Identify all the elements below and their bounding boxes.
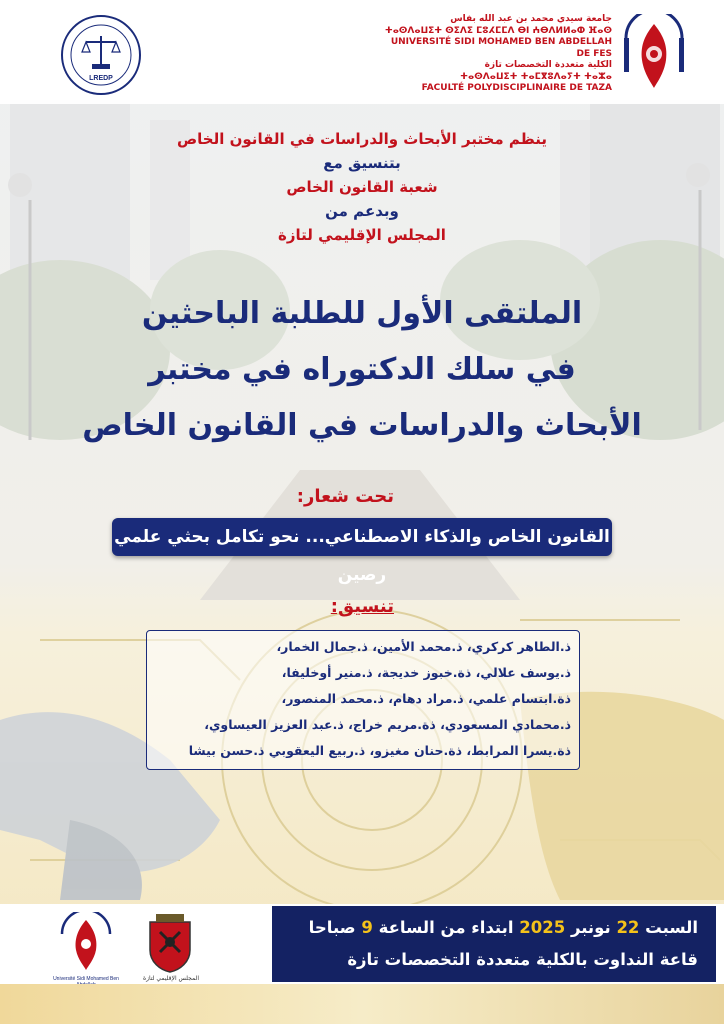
slogan-banner: القانون الخاص والذكاء الاصطناعي... نحو تكامل بحثي علمي رصين	[112, 518, 612, 556]
event-title-line1: الملتقى الأول للطلبة الباحثين	[141, 296, 583, 331]
faculty-name-tifinagh: ⵜⴰⵙⴷⴰⵡⵉⵜ ⵜⴰⵎⴳⵓⴷⴰⵢⵜ ⵜⴰⵣⴰ	[460, 71, 612, 82]
event-day: السبت	[645, 918, 698, 937]
coordination-with: بتنسيق مع	[323, 154, 401, 172]
coordination-label: تنسيق:	[330, 596, 394, 617]
department-name: شعبة القانون الخاص	[286, 178, 438, 196]
faculty-name-ar: الكلية متعددة التخصصات تازة	[484, 60, 612, 70]
supported-by: وبدعم من	[325, 202, 399, 220]
university-name-ar: جامعة سيدي محمد بن عبد الله بفاس	[450, 14, 612, 24]
university-name-fr: UNIVERSITÉ SIDI MOHAMED BEN ABDELLAH DE FES	[390, 37, 612, 59]
university-logo-icon	[618, 14, 690, 94]
provincial-council-caption: المجلس الإقليمي لتازة	[142, 975, 200, 982]
footer-university-caption: Université Sidi Mohamed Ben	[53, 976, 119, 982]
bottom-decor-strip	[0, 984, 724, 1024]
event-datetime	[309, 918, 698, 937]
event-year: 2025	[519, 918, 566, 937]
event-title-line3: الأبحاث والدراسات في القانون الخاص	[82, 408, 642, 443]
provincial-council-emblem-icon	[146, 912, 194, 974]
coordinator-line: ذ.يوسف علالي، ذة.خبوز خديجة، ذ.منير أوخليفا،	[281, 665, 571, 680]
organizers-block	[0, 130, 724, 250]
university-name-tifinagh: ⵜⴰⵙⴷⴰⵡⵉⵜ ⵙⵉⴷⵉ ⵎⵓⵃⵎⵎⴷ ⴱⵏ ⵄⴱⴷⵍⵍⴰⵀ ⴼⴰⵙ	[384, 25, 612, 36]
lab-acronym: LREDP	[89, 75, 113, 82]
lab-logo-icon	[60, 14, 142, 96]
event-title-line2: في سلك الدكتوراه في مختبر	[148, 352, 576, 387]
university-header-text	[382, 14, 612, 95]
event-venue: قاعة النداوت بالكلية متعددة التخصصات تازة	[347, 950, 698, 969]
organizer-line: ينظم مختبر الأبحاث والدراسات في القانون الخاص	[176, 130, 548, 148]
coordination-box	[146, 630, 580, 770]
coordinator-line: ذة.يسرا المرابط، ذة.حنان مغيزو، ذ.ربيع اليعقوبي ذ.حسن بيشا	[188, 743, 571, 758]
faculty-name-fr: FACULTÉ POLYDISCIPLINAIRE DE TAZA	[421, 83, 612, 93]
footer-university-logo-icon	[54, 912, 118, 976]
event-month: نونبر	[570, 918, 611, 937]
slogan-label: تحت شعار:	[296, 486, 394, 507]
event-date-number: 22	[616, 918, 640, 937]
event-period: صباحا	[308, 918, 356, 937]
date-venue-panel	[272, 906, 716, 982]
event-from-hour: ابتداء من الساعة	[378, 918, 514, 937]
event-hour: 9	[361, 918, 373, 937]
coordinator-line: ذ.الطاهر كركري، ذ.محمد الأمين، ذ.جمال الخمار،	[276, 639, 571, 654]
coordinator-line: ذ.محمادي المسعودي، ذة.مريم خراج، ذ.عبد العزيز العيساوي،	[204, 717, 571, 732]
council-name: المجلس الإقليمي لتازة	[278, 226, 446, 244]
coordinator-line: ذة.ابتسام علمي، ذ.مراد دهام، ذ.محمد المنصور،	[281, 691, 571, 706]
